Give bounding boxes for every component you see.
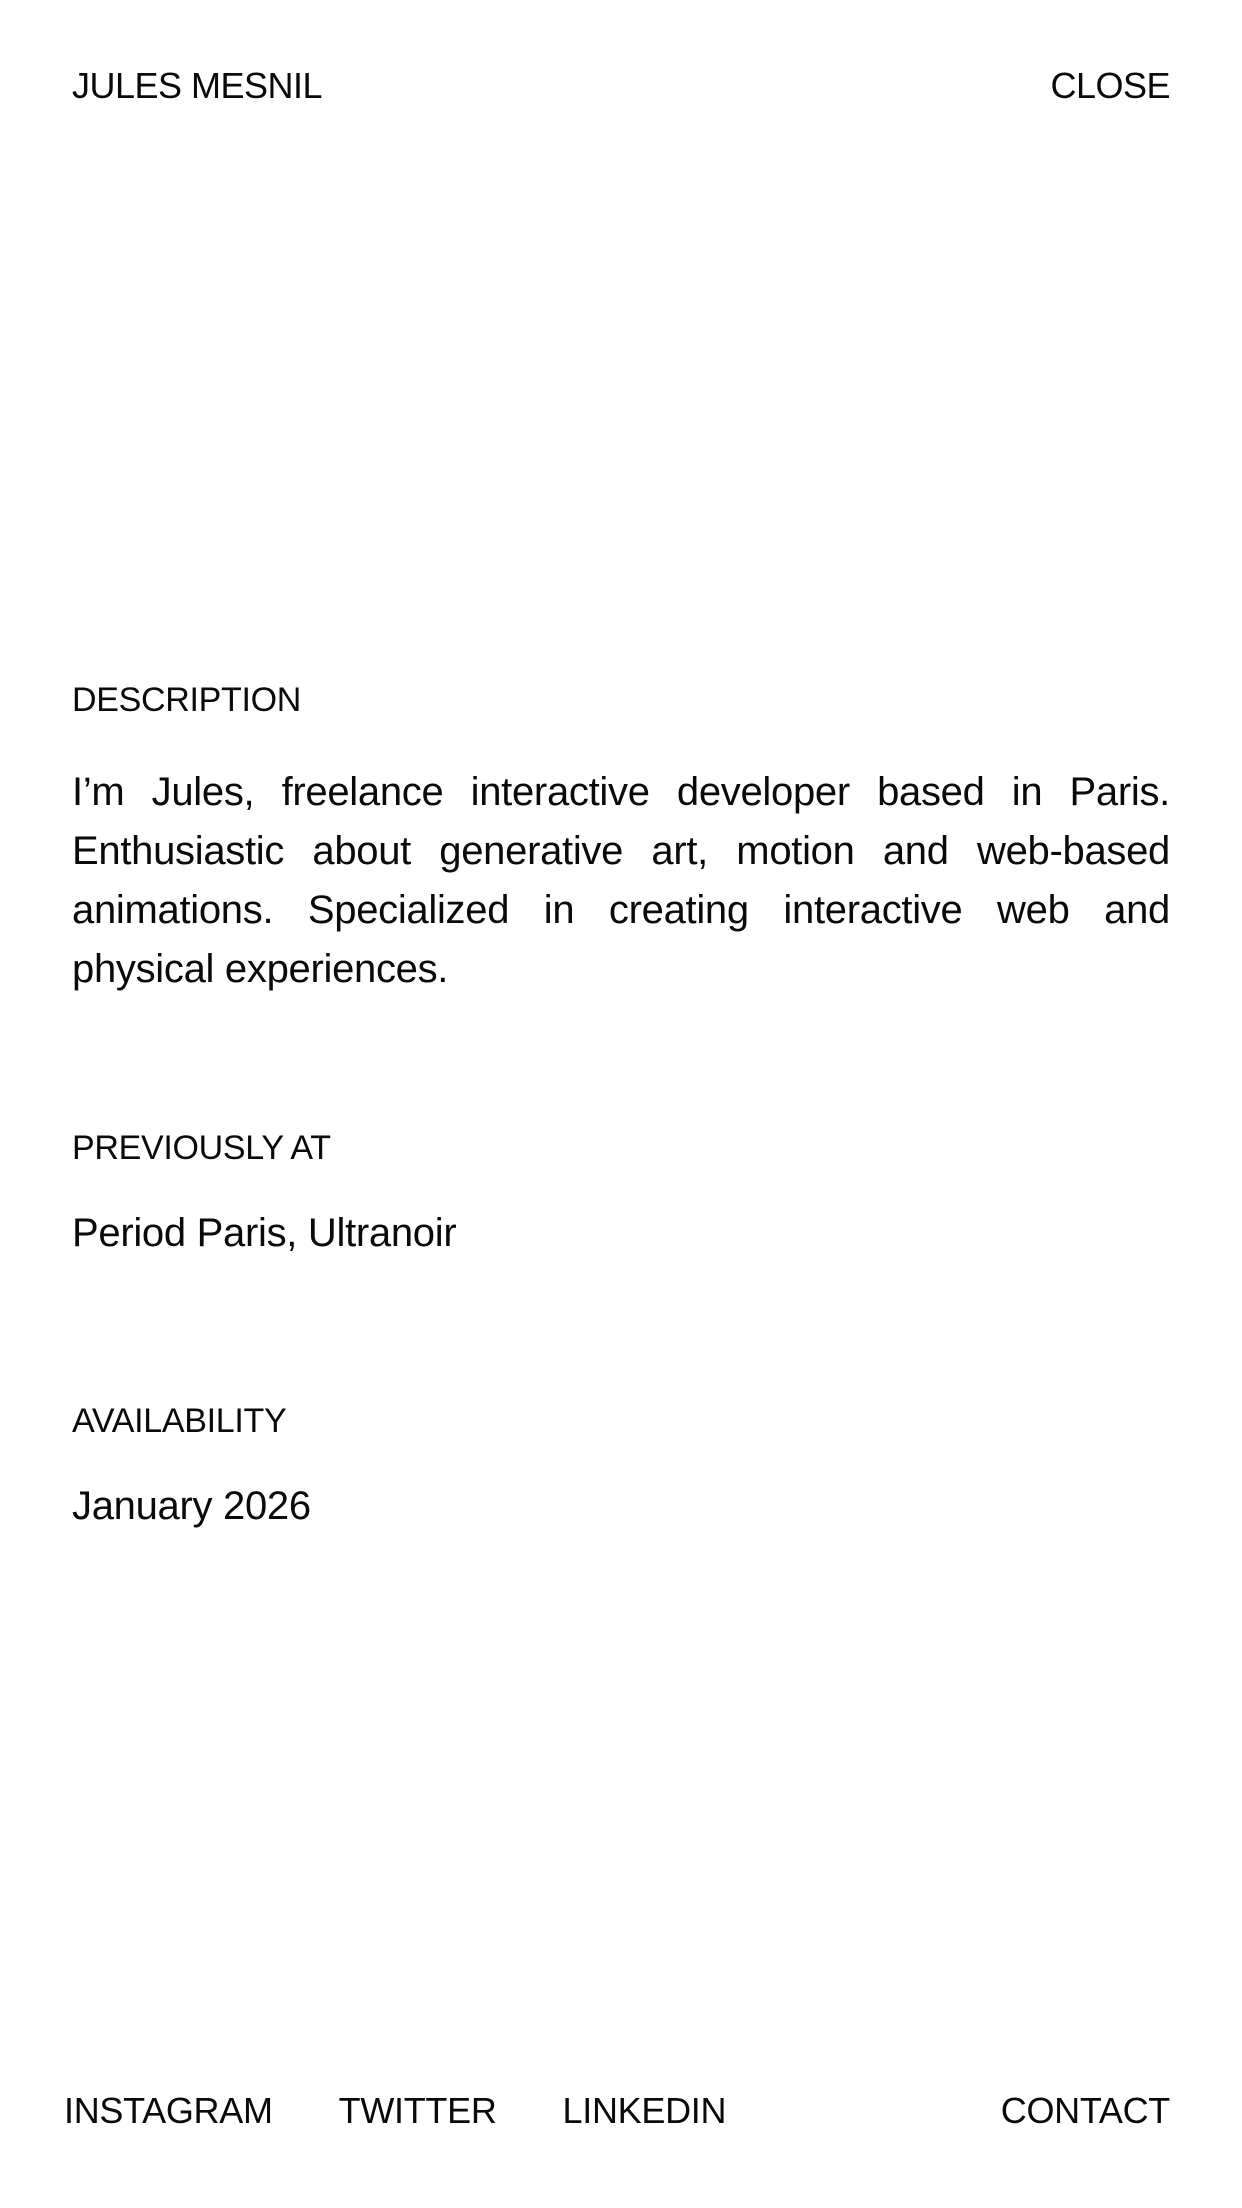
availability-section (72, 1404, 1170, 1526)
close-button[interactable]: CLOSE (1050, 65, 1170, 106)
description-section (72, 683, 1170, 999)
description-label: DESCRIPTION (72, 681, 302, 719)
instagram-link[interactable]: INSTAGRAM (64, 2090, 273, 2131)
linkedin-link[interactable]: LINKEDIN (562, 2090, 727, 2131)
footer (64, 2090, 1170, 2131)
previously-at-label: PREVIOUSLY AT (72, 1129, 331, 1167)
twitter-link[interactable]: TWITTER (338, 2090, 497, 2131)
social-links (64, 2090, 727, 2131)
availability-text: January 2026 (72, 1484, 311, 1528)
brand-name[interactable]: JULES MESNIL (72, 65, 323, 106)
contact-link[interactable]: CONTACT (1000, 2090, 1170, 2131)
previously-at-text: Period Paris, Ultranoir (72, 1211, 457, 1255)
header (72, 65, 1170, 106)
previously-at-section (72, 1131, 1170, 1253)
availability-label: AVAILABILITY (72, 1402, 287, 1440)
description-text: I’m Jules, freelance interactive developer based in Paris. Enthusiastic about generative art, motion and web-based animations. Specialized in creating interactive web and physical experiences. (72, 770, 1170, 991)
